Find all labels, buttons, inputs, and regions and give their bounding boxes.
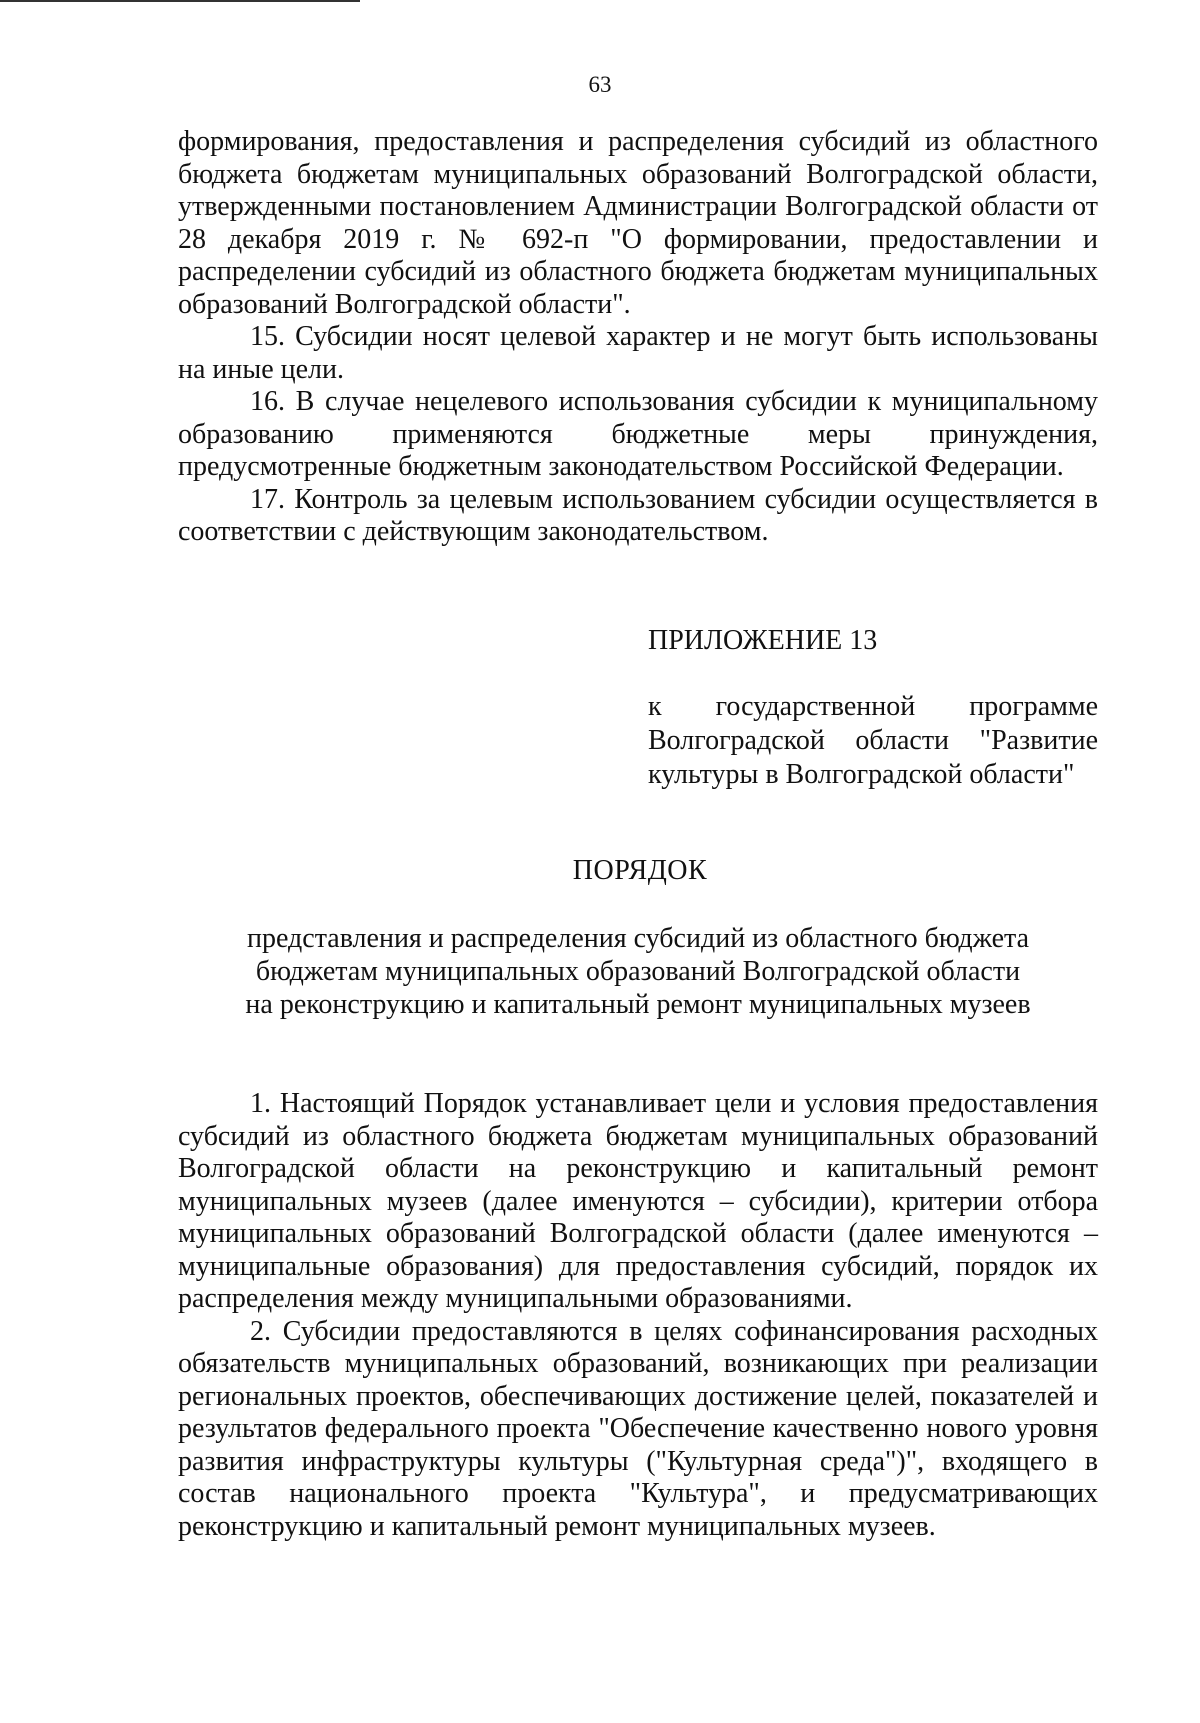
document-subtitle-line: бюджетам муниципальных образований Волгоградской области	[255, 956, 1021, 987]
paragraph-2: 2. Субсидии предоставляются в целях софинансирования расходных обязательств муниципальных образований, возникающих при реализации региональных проектов, обеспечивающих достижение целей, показателей и результатов федерального проекта "Обеспечение качественно нового уровня развития инфраструктуры культуры ("Культурная среда")", входящего в состав национального проекта "Культура", и предусматривающих реконструкцию и капитальный ремонт муниципальных музеев.	[178, 1315, 1098, 1542]
paragraph-15: 15. Субсидии носят целевой характер и не могут быть использованы на иные цели.	[178, 321, 1098, 385]
document-subtitle-line: представления и распределения субсидий из областного бюджета	[246, 923, 1030, 954]
scan-edge-line	[0, 0, 360, 2]
paragraph-continuation: формирования, предоставления и распределения субсидий из областного бюджета бюджетам муниципальных образований Волгоградской области, утвержденными постановлением Администрации Волгоградской области от 28 декабря 2019 г. № 692-п "О формировании, предоставлении и распределении субсидий из областного бюджета бюджетам муниципальных образований Волгоградской области".	[178, 126, 1098, 320]
document-subtitle	[178, 922, 1098, 1021]
page-number: 63	[588, 72, 612, 97]
document-title: ПОРЯДОК	[572, 855, 708, 886]
paragraph-17: 17. Контроль за целевым использованием субсидии осуществляется в соответствии с действующим законодательством.	[178, 483, 1098, 547]
paragraph-16: 16. В случае нецелевого использования субсидии к муниципальному образованию применяются бюджетные меры принуждения, предусмотренные бюджетным законодательством Российской Федерации.	[178, 386, 1098, 482]
body-text-block	[178, 1088, 1098, 1543]
top-text-block	[178, 126, 1098, 549]
paragraph-1: 1. Настоящий Порядок устанавливает цели и условия предоставления субсидий из областного бюджета бюджетам муниципальных образований Волгоградской области на реконструкцию и капитальный ремонт муниципальных музеев (далее именуются – субсидии), критерии отбора муниципальных образований Волгоградской области (далее именуются – муниципальные образования) для предоставления субсидий, порядок их распределения между муниципальными образованиями.	[178, 1088, 1098, 1314]
appendix-subtitle: к государственной программе Волгоградской области "Развитие культуры в Волгоградской области"	[648, 691, 1098, 790]
document-subtitle-line: на реконструкцию и капитальный ремонт муниципальных музеев	[245, 989, 1031, 1020]
appendix-title: ПРИЛОЖЕНИЕ 13	[648, 625, 878, 656]
